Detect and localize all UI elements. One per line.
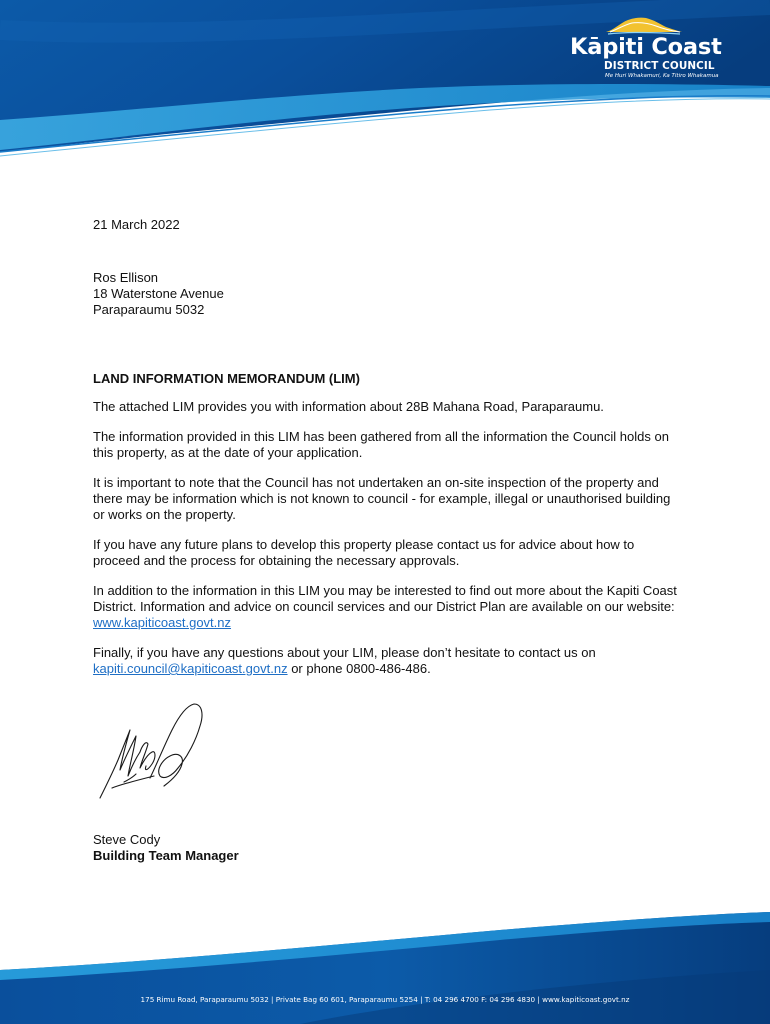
footer-contact-line: 175 Rimu Road, Paraparaumu 5032 | Private Bag 60 601, Paraparaumu 5254 | T: 04 296 4700 F: 04 296 4830 | www.kapiticoast.govt.nz <box>140 995 630 1004</box>
letter-body <box>93 217 683 691</box>
letterhead-footer <box>0 900 770 1024</box>
signatory-name: Steve Cody <box>93 832 161 847</box>
footer-wave-graphic <box>0 900 770 1024</box>
paragraph-1: The attached LIM provides you with information about 28B Mahana Road, Paraparaumu. <box>93 399 604 414</box>
recipient-name: Ros Ellison <box>93 270 159 285</box>
letter-date: 21 March 2022 <box>93 217 180 232</box>
paragraph-4: If you have any future plans to develop this property please contact us for advice about how to proceed and the process for obtaining the necessary approvals. <box>93 537 635 568</box>
recipient-street: 18 Waterstone Avenue <box>93 286 224 301</box>
paragraph-6-text: Finally, if you have any questions about your LIM, please don’t hesitate to contact us on <box>93 645 596 660</box>
paragraph-2: The information provided in this LIM has been gathered from all the information the Council holds on this property, as at the date of your application. <box>93 429 669 460</box>
letterhead-banner <box>0 0 770 165</box>
signature-block <box>93 832 239 864</box>
paragraph-3: It is important to note that the Council has not undertaken an on-site inspection of the property and there may be information which is not known to council - for example, illegal or unauthorised building or works on the property. <box>93 475 671 522</box>
letter-subject: LAND INFORMATION MEMORANDUM (LIM) <box>93 371 360 386</box>
mountain-island-icon <box>604 14 684 36</box>
paragraph-6 <box>93 645 683 677</box>
logo-tagline: Me Huri Whakamuri, Ka Titiro Whakamua <box>605 73 719 79</box>
paragraph-6-tail: or phone 0800-486-486. <box>287 661 431 676</box>
signatory-title: Building Team Manager <box>93 848 239 863</box>
council-logo <box>566 10 726 80</box>
recipient-city: Paraparaumu 5032 <box>93 302 205 317</box>
website-link[interactable]: www.kapiticoast.govt.nz <box>93 615 232 630</box>
logo-subtitle: DISTRICT COUNCIL <box>604 60 715 72</box>
recipient-address <box>93 270 683 318</box>
email-link[interactable]: kapiti.council@kapiticoast.govt.nz <box>93 661 288 676</box>
paragraph-5-text: In addition to the information in this LIM you may be interested to find out more about the Kapiti Coast District. Information and advice on council services and our District Plan are available on our website: <box>93 583 677 614</box>
handwritten-signature <box>98 700 208 810</box>
logo-wordmark: Kāpiti Coast <box>570 34 722 60</box>
paragraph-5 <box>93 583 683 631</box>
